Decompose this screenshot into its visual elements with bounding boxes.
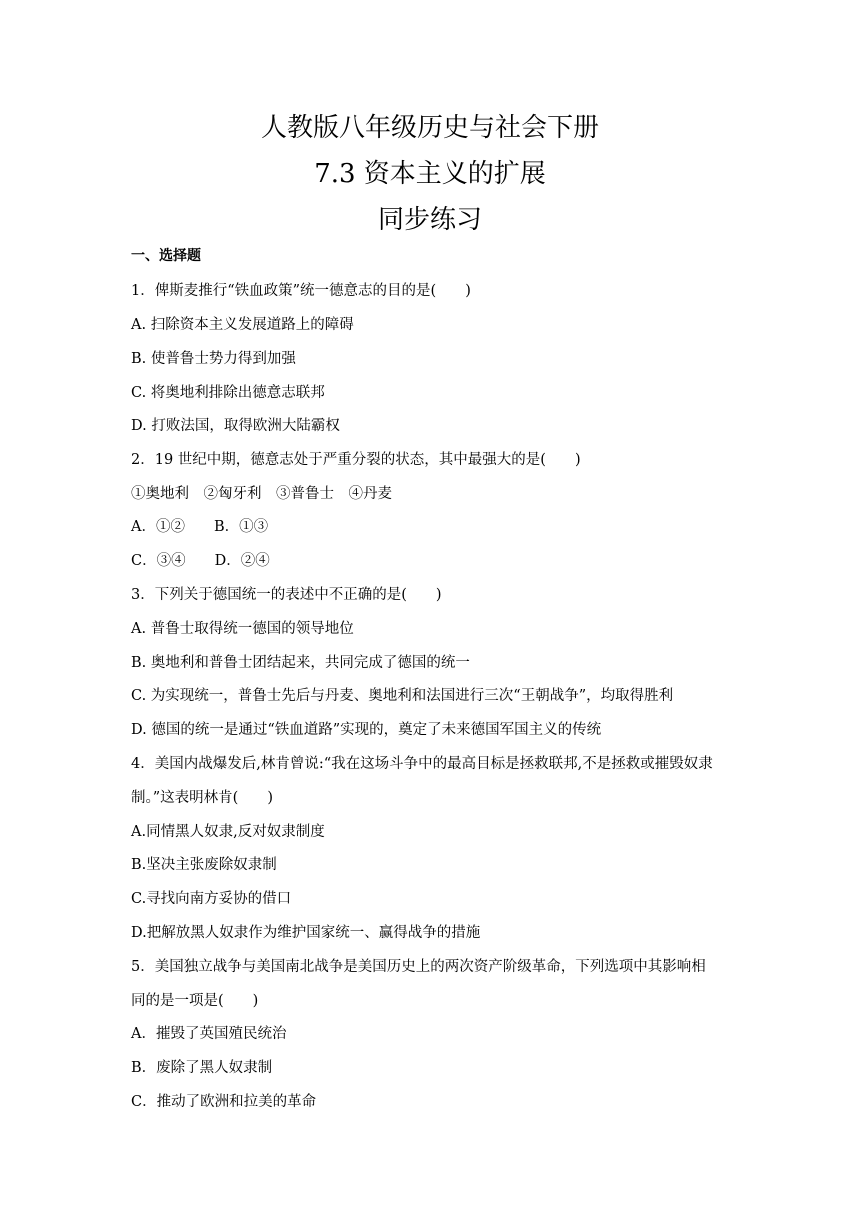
question-4-stem-line-2: 制。”这表明林肯( ) — [131, 790, 273, 806]
question-1-option-b: B. 使普鲁士势力得到加强 — [131, 351, 296, 367]
question-3-option-b: B. 奥地利和普鲁士团结起来，共同完成了德国的统一 — [131, 655, 470, 671]
question-5-option-a: A．摧毁了英国殖民统治 — [131, 1026, 287, 1042]
question-2-options-row-1: A．①② B．①③ — [131, 519, 269, 535]
question-4-option-d: D.把解放黑人奴隶作为维护国家统一、赢得战争的措施 — [131, 925, 481, 941]
question-4-option-a: A.同情黑人奴隶,反对奴隶制度 — [131, 824, 325, 840]
lesson-title: 7.3 资本主义的扩展 — [314, 159, 546, 189]
document-subtitle: 同步练习 — [377, 205, 482, 235]
question-4-option-b: B.坚决主张废除奴隶制 — [131, 857, 277, 873]
question-1-stem: 1．俾斯麦推行“铁血政策”统一德意志的目的是( ) — [131, 283, 471, 299]
document-title: 人教版八年级历史与社会下册 — [260, 113, 599, 143]
question-1-option-a: A. 扫除资本主义发展道路上的障碍 — [131, 317, 354, 333]
question-5-stem-line-2: 同的是一项是( ) — [131, 993, 259, 1009]
question-5-stem-line-1: 5．美国独立战争与美国南北战争是美国历史上的两次资产阶级革命，下列选项中其影响相 — [131, 959, 706, 975]
question-4-stem-line-1: 4．美国内战爆发后,林肯曾说:“我在这场斗争中的最高目标是拯救联邦,不是拯救或摧毁奴隶 — [131, 756, 713, 772]
question-5-option-c: C．推动了欧洲和拉美的革命 — [131, 1094, 317, 1110]
question-2-options-row-2: C．③④ D．②④ — [131, 553, 270, 569]
question-1-option-d: D. 打败法国，取得欧洲大陆霸权 — [131, 418, 340, 434]
question-4-option-c: C.寻找向南方妥协的借口 — [131, 891, 292, 907]
question-5-option-b: B．废除了黑人奴隶制 — [131, 1060, 273, 1076]
question-3-option-d: D. 德国的统一是通过“铁血道路”实现的，奠定了未来德国军国主义的传统 — [131, 722, 602, 738]
question-2-stem: 2．19 世纪中期，德意志处于严重分裂的状态，其中最强大的是( ) — [131, 452, 581, 468]
question-3-stem: 3．下列关于德国统一的表述中不正确的是( ) — [131, 587, 442, 603]
question-1-option-c: C. 将奥地利排除出德意志联邦 — [131, 385, 325, 401]
question-3-option-c: C. 为实现统一，普鲁士先后与丹麦、奥地利和法国进行三次“王朝战争”，均取得胜利 — [131, 688, 674, 704]
question-3-option-a: A. 普鲁士取得统一德国的领导地位 — [131, 621, 354, 637]
question-2-choices: ①奥地利 ②匈牙利 ③普鲁士 ④丹麦 — [131, 486, 392, 502]
section-heading: 一、选择题 — [131, 248, 201, 264]
